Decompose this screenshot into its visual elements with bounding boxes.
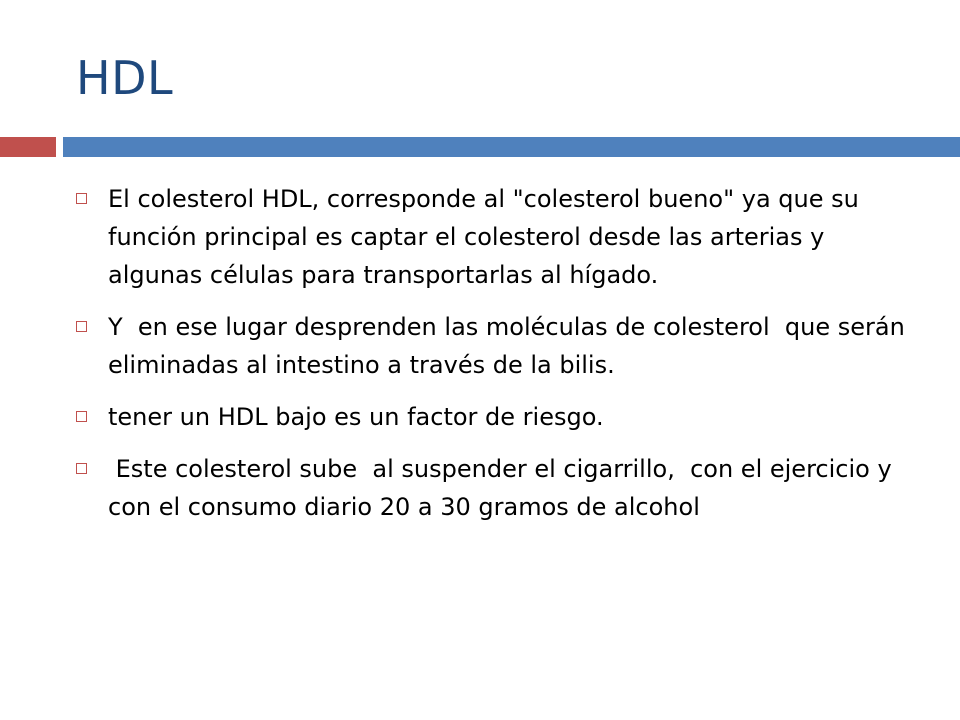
bullet-text: Y en ese lugar desprenden las moléculas de colesterol que serán eliminadas al intestino a través de la bilis.	[108, 313, 913, 379]
hollow-square-icon	[76, 411, 87, 422]
hollow-square-icon	[76, 321, 87, 332]
bullet-item-2	[76, 308, 916, 384]
bullet-item-1	[76, 180, 916, 294]
hollow-square-icon	[76, 463, 87, 474]
bullet-text: El colesterol HDL, corresponde al "colesterol bueno" ya que su función principal es captar el colesterol desde las arterias y algunas células para transportarlas al hígado.	[108, 185, 867, 289]
bullet-item-4	[76, 450, 916, 526]
title-underline-red	[0, 137, 56, 157]
title-underline-blue	[63, 137, 960, 157]
bullet-text: tener un HDL bajo es un factor de riesgo.	[108, 403, 604, 431]
hollow-square-icon	[76, 193, 87, 204]
bullet-item-3	[76, 398, 916, 436]
slide-title: HDL	[76, 51, 174, 105]
bullet-list	[76, 180, 916, 540]
bullet-text: Este colesterol sube al suspender el cigarrillo, con el ejercicio y con el consumo diario 20 a 30 gramos de alcohol	[108, 455, 900, 521]
